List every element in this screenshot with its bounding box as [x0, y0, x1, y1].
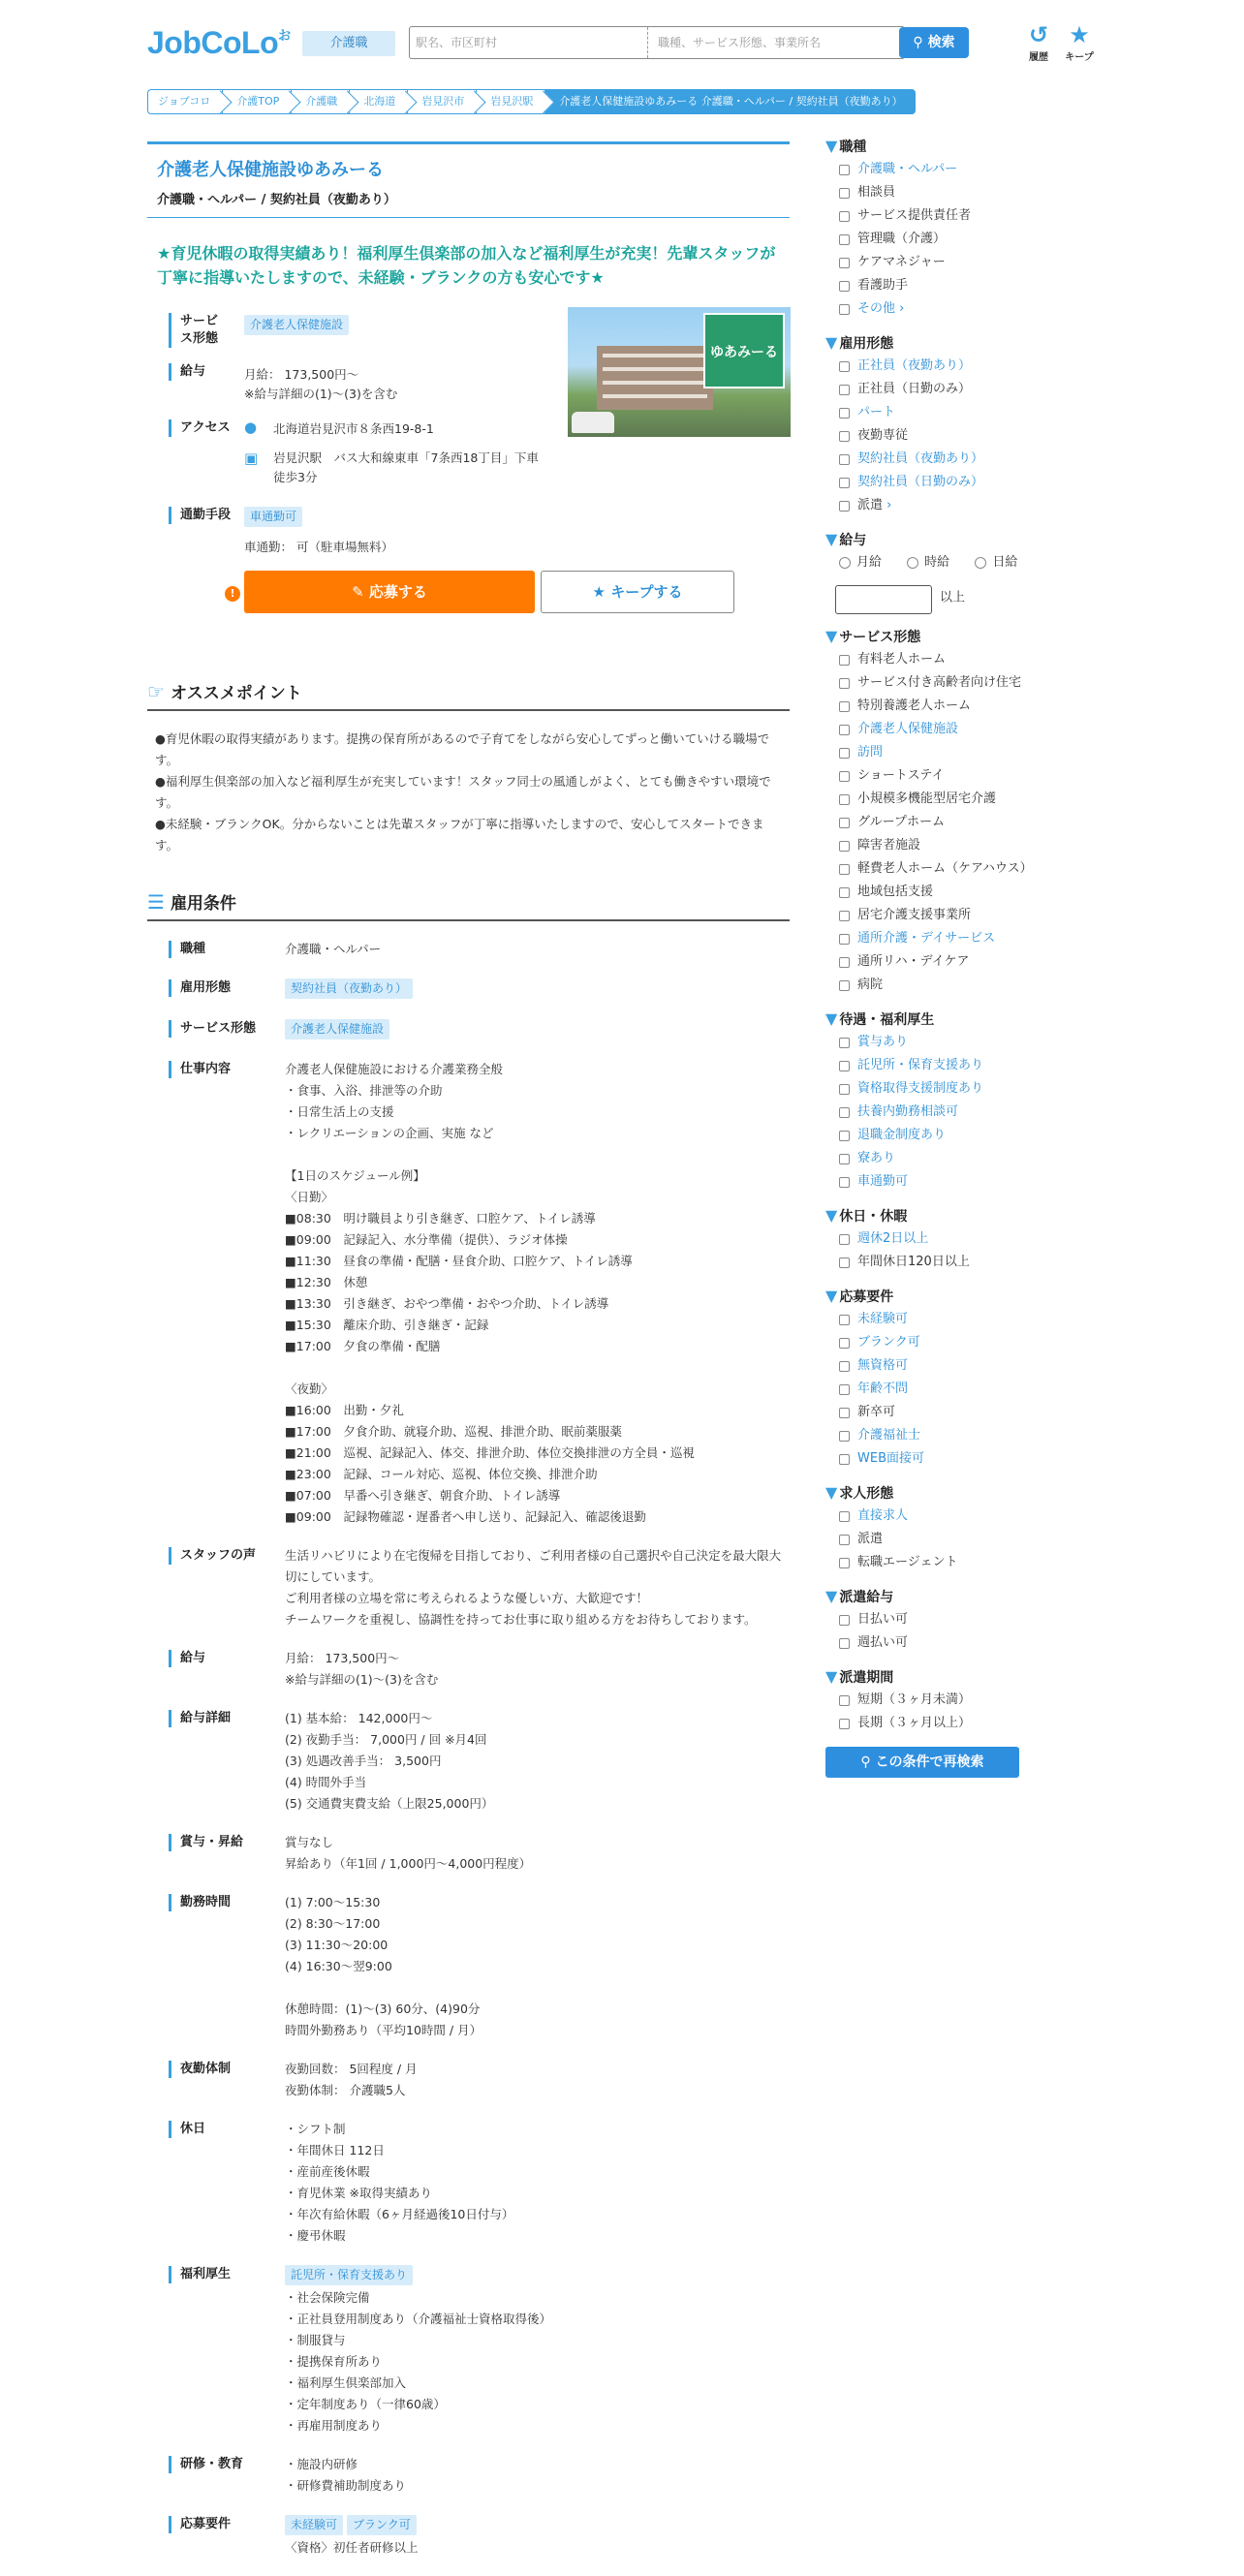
condition-row	[147, 939, 790, 960]
filter-icon: ▼	[825, 530, 838, 548]
filter-option[interactable]: 託児所・保育支援あり	[825, 1054, 1087, 1077]
history-button[interactable]: ↺ 履歴	[1019, 21, 1058, 63]
list-icon: ☰	[147, 889, 165, 914]
checkbox[interactable]	[839, 454, 850, 465]
filter-sidebar	[825, 136, 1087, 1778]
checkbox[interactable]	[839, 911, 850, 921]
checkbox[interactable]	[839, 1695, 850, 1706]
filter-option[interactable]: 扶養内勤務相談可	[825, 1101, 1087, 1124]
filter-icon: ▼	[825, 1483, 838, 1502]
checkbox[interactable]	[839, 818, 850, 828]
filter-option[interactable]: 居宅介護支援事業所	[825, 904, 1087, 927]
filter-option-more[interactable]: その他 ›	[825, 297, 1087, 321]
condition-value: ・社会保険完備 ・正社員登用制度あり（介護福祉士資格取得後） ・制服貸与 ・提携保育所あり ・福利厚生倶楽部加入 ・定年制度あり（一律60歳） ・再雇用制度あり	[285, 2290, 552, 2433]
checkbox[interactable]	[839, 678, 850, 689]
condition-label: サービス形態	[169, 1020, 285, 1038]
search-icon: ⚲	[860, 1754, 871, 1770]
checkbox[interactable]	[839, 1431, 850, 1442]
catch-copy: ★育児休暇の取得実績あり！福利厚生倶楽部の加入など福利厚生が充実！先輩スタッフが丁寧に指導いたしますので、未経験・ブランクの方も安心です★	[157, 244, 776, 287]
condition-row	[147, 2514, 790, 2559]
job-summary	[147, 307, 790, 675]
filter-option[interactable]: ショートステイ	[825, 764, 1087, 788]
summary-salary-label: 給与	[169, 363, 205, 381]
condition-row	[147, 1708, 790, 1815]
checkbox[interactable]	[839, 725, 850, 735]
condition-label: 雇用形態	[169, 979, 285, 997]
condition-value: ・施設内研修 ・研修費補助制度あり	[285, 2457, 407, 2493]
filter-icon: ▼	[825, 1587, 838, 1605]
condition-row	[147, 1545, 790, 1630]
facility-sign: ゆあみーる	[703, 313, 785, 388]
conditions-table	[147, 939, 790, 2559]
filter-option[interactable]: 派遣	[825, 1528, 1087, 1551]
breadcrumb	[147, 89, 916, 114]
checkbox[interactable]	[839, 1454, 850, 1465]
checkbox[interactable]	[839, 1084, 850, 1095]
summary-service-label: サービス形態	[169, 313, 229, 348]
search-box	[409, 26, 905, 59]
checkbox[interactable]	[839, 1384, 850, 1395]
requirement-tag: ブランク可	[347, 2515, 417, 2535]
checkbox[interactable]	[839, 771, 850, 782]
checkbox[interactable]	[839, 1315, 850, 1325]
condition-value: 介護職・ヘルパー	[285, 942, 382, 956]
filter-icon: ▼	[825, 1667, 838, 1686]
recommend-point: ●福利厚生倶楽部の加入など福利厚生が充実しています！スタッフ同士の風通しがよく、とても働きやすい環境です。	[155, 774, 771, 810]
filter-welfare	[825, 1009, 1087, 1194]
filter-option[interactable]: 賞与あり	[825, 1031, 1087, 1054]
condition-label: 福利厚生	[169, 2266, 285, 2283]
service-tag: 介護老人保健施設	[285, 1019, 389, 1040]
site-logo[interactable]: JobCoLo$^お$	[147, 25, 291, 60]
filter-icon: ▼	[825, 1206, 838, 1225]
filter-option[interactable]: 無資格可	[825, 1354, 1087, 1378]
checkbox[interactable]	[839, 887, 850, 898]
condition-label: スタッフの声	[169, 1547, 285, 1565]
checkbox[interactable]	[839, 478, 850, 488]
filter-option[interactable]: 相談員	[825, 181, 1087, 204]
filter-option[interactable]: 訪問	[825, 741, 1087, 764]
search-button[interactable]: ⚲ 検索	[899, 27, 969, 58]
filter-dispatch-pay	[825, 1586, 1087, 1655]
condition-row	[147, 978, 790, 1001]
requirement-tag: 未経験可	[285, 2515, 343, 2535]
filter-koyo	[825, 332, 1087, 517]
filter-option[interactable]: 軽費老人ホーム（ケアハウス）	[825, 857, 1087, 881]
filter-option[interactable]: 年齢不問	[825, 1378, 1087, 1401]
category-badge[interactable]: 介護職	[302, 31, 395, 56]
filter-option[interactable]: 特別養護老人ホーム	[825, 695, 1087, 718]
filter-option[interactable]: 日払い可	[825, 1608, 1087, 1631]
filter-title: 派遣給与	[839, 1590, 894, 1605]
filter-title: 待遇・福利厚生	[839, 1012, 935, 1028]
recommend-point: ●育児休暇の取得実績があります。提携の保育所があるので子育てをしながら安心してずっと働いていける職場です。	[155, 731, 770, 767]
condition-label: 応募要件	[169, 2516, 285, 2533]
condition-value: (1) 7:00～15:30 (2) 8:30～17:00 (3) 11:30～20:00 (4) 16:30～翌9:00 休憩時間：(1)～(3) 60分、(4)90分 時間外勤務あり（平均10時間 / 月）	[285, 1895, 482, 2037]
condition-label: 研修・教育	[169, 2456, 285, 2473]
condition-label: 勤務時間	[169, 1894, 285, 1911]
salary-radio-daily[interactable]: 日給	[975, 551, 1017, 574]
filter-icon: ▼	[825, 627, 838, 645]
filter-option[interactable]: グループホーム	[825, 811, 1087, 834]
facility-title: 介護老人保健施設ゆあみーる	[157, 160, 384, 180]
checkbox[interactable]	[839, 980, 850, 991]
filter-option-more[interactable]: 派遣 ›	[825, 494, 1087, 517]
filter-option[interactable]: 週払い可	[825, 1631, 1087, 1655]
checkbox[interactable]	[839, 431, 850, 442]
filter-option[interactable]: 有料老人ホーム	[825, 648, 1087, 671]
filter-option[interactable]: 通所リハ・デイケア	[825, 950, 1087, 974]
checkbox[interactable]	[839, 234, 850, 245]
star-icon: ★	[1069, 21, 1090, 48]
breadcrumb-current: 介護老人保健施設ゆあみーる 介護職・ヘルパー / 契約社員（夜勤あり）	[544, 89, 915, 114]
job-detail	[147, 141, 790, 2576]
welfare-tag: 託児所・保育支援あり	[285, 2265, 413, 2285]
filter-option[interactable]: 車通勤可	[825, 1170, 1087, 1194]
recommend-heading: ☞ オススメポイント	[147, 679, 790, 711]
condition-value: 月給： 173,500円～ ※給与詳細の(1)～(3)を含む	[285, 1651, 439, 1687]
filter-shokushu	[825, 136, 1087, 321]
filter-option[interactable]: 正社員（日勤のみ）	[825, 378, 1087, 401]
filter-title: 給与	[839, 533, 867, 548]
search-icon: ⚲	[913, 35, 923, 50]
filter-option[interactable]: 通所介護・デイサービス	[825, 927, 1087, 950]
checkbox[interactable]	[839, 165, 850, 175]
checkbox[interactable]	[839, 1338, 850, 1349]
filter-option[interactable]: 病院	[825, 974, 1087, 997]
filter-option[interactable]: 夜勤専従	[825, 424, 1087, 448]
checkbox[interactable]	[839, 281, 850, 292]
filter-option[interactable]: 契約社員（夜勤あり）	[825, 448, 1087, 471]
filter-option[interactable]: パート	[825, 401, 1087, 424]
filter-option[interactable]: 看護助手	[825, 274, 1087, 297]
filter-option[interactable]: 未経験可	[825, 1308, 1087, 1331]
breadcrumb-item[interactable]: 岩見沢駅	[476, 89, 544, 114]
condition-row	[147, 1892, 790, 2041]
condition-value: 夜勤回数： 5回程度 / 月 夜勤体制： 介護職5人	[285, 2062, 418, 2097]
checkbox[interactable]	[839, 188, 850, 199]
checkbox[interactable]	[839, 1154, 850, 1164]
title-divider	[147, 141, 790, 144]
filter-icon: ▼	[825, 1009, 838, 1028]
car-shape	[572, 412, 614, 433]
keyword-search-input[interactable]: 職種、サービス形態、事業所名	[658, 36, 822, 49]
filter-option[interactable]: 短期（３ヶ月未満）	[825, 1689, 1087, 1712]
condition-label: 休日	[169, 2121, 285, 2138]
keep-button[interactable]: ★ キープする	[541, 571, 734, 613]
checkbox[interactable]	[839, 1131, 850, 1141]
condition-value: 賞与なし 昇給あり（年1回 / 1,000円～4,000円程度）	[285, 1835, 532, 1871]
checkbox[interactable]	[839, 211, 850, 222]
summary-commute: 車通勤： 可（駐車場無料）	[244, 540, 393, 554]
checkbox[interactable]	[839, 1257, 850, 1268]
condition-row	[147, 2264, 790, 2436]
filter-option[interactable]: 直接求人	[825, 1505, 1087, 1528]
checkbox[interactable]	[839, 258, 850, 268]
condition-row	[147, 1059, 790, 1528]
condition-row	[147, 2059, 790, 2101]
filter-option[interactable]: 介護福祉士	[825, 1424, 1087, 1447]
salary-radio-hourly[interactable]: 時給	[907, 551, 949, 574]
checkbox[interactable]	[839, 1361, 850, 1372]
filter-option[interactable]: 地域包括支援	[825, 881, 1087, 904]
filter-option[interactable]: 資格取得支援制度あり	[825, 1077, 1087, 1101]
job-subtitle: 介護職・ヘルパー / 契約社員（夜勤あり）	[147, 189, 790, 218]
checkbox[interactable]	[839, 408, 850, 419]
site-header	[147, 21, 1097, 66]
filter-title: 求人形態	[839, 1486, 894, 1502]
checkbox[interactable]	[839, 361, 850, 372]
condition-row	[147, 1832, 790, 1875]
condition-value: (1) 基本給： 142,000円～ (2) 夜勤手当： 7,000円 / 回 ※月4回 (3) 処遇改善手当： 3,500円 (4) 時間外手当 (5) 交通費実費支給（上限25,000円）	[285, 1711, 494, 1811]
checkbox[interactable]	[839, 957, 850, 968]
checkbox[interactable]	[839, 1177, 850, 1188]
filter-option[interactable]: ブランク可	[825, 1331, 1087, 1354]
filter-option[interactable]: WEB面接可	[825, 1447, 1087, 1471]
recommend-points	[147, 729, 790, 856]
summary-commute-label: 通勤手段	[169, 507, 231, 524]
checkbox[interactable]	[839, 1719, 850, 1729]
summary-access-label: アクセス	[169, 419, 231, 437]
pointing-hand-icon: ☞	[147, 679, 165, 703]
checkbox[interactable]	[839, 655, 850, 666]
filter-option[interactable]: 週休2日以上	[825, 1227, 1087, 1251]
facility-photo	[568, 307, 791, 437]
filter-option[interactable]: 介護老人保健施設	[825, 718, 1087, 741]
filter-option[interactable]: 管理職（介護）	[825, 228, 1087, 251]
filter-option[interactable]: ケアマネジャー	[825, 251, 1087, 274]
filter-option[interactable]: 契約社員（日勤のみ）	[825, 471, 1087, 494]
breadcrumb-item[interactable]: ジョブコロ	[147, 89, 222, 114]
condition-value: 生活リハビリにより在宅復帰を目指しており、ご利用者様の自己選択や自己決定を最大限大切にしています。 ご利用者様の立場を常に考えられるような優しい方、大歓迎です！ チームワークを重視し、協調性を持ってお仕事に取り組める方をお待ちしております。	[285, 1548, 782, 1627]
summary-salary: 月給： 173,500円～ ※給与詳細の(1)～(3)を含む	[244, 367, 398, 401]
conditions-heading: ☰ 雇用条件	[147, 889, 790, 921]
chevron-right-icon: ›	[886, 498, 892, 512]
checkbox[interactable]	[839, 794, 850, 805]
filter-dispatch-term	[825, 1666, 1087, 1735]
filter-option[interactable]: 新卒可	[825, 1401, 1087, 1424]
commute-tag: 車通勤可	[244, 507, 302, 527]
breadcrumb-item[interactable]: 介護職	[291, 89, 349, 114]
condition-row	[147, 1018, 790, 1041]
filter-option[interactable]: 正社員（夜勤あり）	[825, 355, 1087, 378]
salary-radio-monthly[interactable]: 月給	[839, 551, 882, 574]
checkbox[interactable]	[839, 864, 850, 875]
filter-option[interactable]: 転職エージェント	[825, 1551, 1087, 1574]
checkbox[interactable]	[839, 934, 850, 945]
filter-option[interactable]: 小規模多機能型居宅介護	[825, 788, 1087, 811]
breadcrumb-item[interactable]: 岩見沢市	[407, 89, 476, 114]
research-button[interactable]: ⚲ この条件で再検索	[825, 1747, 1019, 1778]
condition-value: 〈資格〉初任者研修以上	[285, 2540, 419, 2555]
area-search-input[interactable]: 駅名、市区町村	[416, 27, 648, 58]
edit-icon: ✎	[352, 583, 364, 601]
filter-icon: ▼	[825, 1287, 838, 1305]
condition-label: 仕事内容	[169, 1061, 285, 1078]
service-tag: 介護老人保健施設	[244, 315, 349, 335]
filter-icon: ▼	[825, 333, 838, 352]
breadcrumb-item[interactable]: 北海道	[349, 89, 407, 114]
checkbox[interactable]	[839, 1511, 850, 1522]
recommend-point: ●未経験・ブランクOK。分からないことは先輩スタッフが丁寧に指導いたしますので、安心してスタートできます。	[155, 817, 764, 853]
location-pin-icon: ●	[244, 419, 258, 436]
condition-value: 介護老人保健施設における介護業務全般 ・食事、入浴、排泄等の介助 ・日常生活上の支援 ・レクリエーションの企画、実施 など 【1日のスケジュール例】 〈日勤〉 ■08:30 明け職員より引き継ぎ、口腔ケア、トイレ誘導 ■09:00 記録記入、水分準備（提供）、ラジオ体操 ■11:30 昼食の準備・配膳・昼食介助、口腔ケア、トイレ誘導 ■12:30 休憩 ■13:30 引き継ぎ、おやつ準備・おやつ介助、トイレ誘導 ■15:30 離床介助、引き継ぎ・記録 ■17:00 夕食の準備・配膳 〈夜勤〉 ■16:00 出勤・夕礼 ■17:00 夕食介助、就寝介助、巡視、排泄介助、眠前薬服薬 ■21:00 巡視、記録記入、体交、排泄介助、体位交換排泄の方全員・巡視 ■23:00 記録、コール対応、巡視、体位交換、排泄介助 ■07:00 早番へ引き継ぎ、朝食介助、トイレ誘導 ■09:00 記録物確認・遅番者へ申し送り、記録記入、確認後退勤	[285, 1062, 695, 1524]
filter-service	[825, 626, 1087, 997]
filter-title: 職種	[839, 140, 867, 155]
condition-label: 賞与・昇給	[169, 1834, 285, 1851]
condition-row	[147, 2119, 790, 2247]
condition-label: 給与	[169, 1650, 285, 1667]
checkbox[interactable]	[839, 701, 850, 712]
checkbox[interactable]	[839, 1038, 850, 1048]
filter-title: 雇用形態	[839, 336, 894, 352]
filter-option[interactable]: 長期（３ヶ月以上）	[825, 1712, 1087, 1735]
checkbox[interactable]	[839, 385, 850, 395]
filter-job-type	[825, 1482, 1087, 1574]
checkbox[interactable]	[839, 1408, 850, 1418]
filter-option[interactable]: 退職金制度あり	[825, 1124, 1087, 1147]
chevron-right-icon: ›	[899, 301, 905, 316]
checkbox[interactable]	[839, 748, 850, 759]
checkbox[interactable]	[839, 1638, 850, 1649]
checkbox[interactable]	[839, 1061, 850, 1071]
train-icon: ▣	[244, 450, 259, 467]
checkbox[interactable]	[839, 304, 850, 315]
filter-option[interactable]: サービス提供責任者	[825, 204, 1087, 228]
checkbox[interactable]	[839, 841, 850, 852]
condition-row	[147, 2454, 790, 2497]
filter-icon: ▼	[825, 137, 838, 155]
filter-holiday	[825, 1205, 1087, 1274]
condition-label: 夜勤体制	[169, 2061, 285, 2078]
checkbox[interactable]	[839, 1535, 850, 1545]
checkbox[interactable]	[839, 1558, 850, 1568]
salary-min-input[interactable]	[835, 585, 932, 614]
keep-list-button[interactable]: ★ キープ	[1060, 21, 1099, 63]
condition-label: 給与詳細	[169, 1710, 285, 1727]
filter-salary	[825, 529, 1087, 614]
filter-option[interactable]: 障害者施設	[825, 834, 1087, 857]
filter-title: 休日・休暇	[839, 1209, 908, 1225]
filter-title: 応募要件	[839, 1289, 894, 1305]
building-shape	[597, 346, 713, 410]
summary-station: 岩見沢駅 バス大和線東車「7条西18丁目」下車 徒歩3分	[273, 450, 539, 484]
salary-suffix: 以上	[940, 590, 966, 605]
filter-title: 派遣期間	[839, 1670, 894, 1686]
checkbox[interactable]	[839, 1107, 850, 1118]
filter-option[interactable]: サービス付き高齢者向け住宅	[825, 671, 1087, 695]
history-icon: ↺	[1028, 21, 1049, 48]
summary-address: 北海道岩見沢市８条西19-8-1	[273, 421, 434, 436]
condition-label: 職種	[169, 941, 285, 958]
checkbox[interactable]	[839, 1234, 850, 1245]
employment-tag: 契約社員（夜勤あり）	[285, 978, 413, 999]
checkbox[interactable]	[839, 501, 850, 512]
filter-option[interactable]: 寮あり	[825, 1147, 1087, 1170]
condition-value: ・シフト制 ・年間休日 112日 ・産前産後休暇 ・育児休業 ※取得実績あり ・年次有給休暇（6ヶ月経過後10日付与） ・慶弔休暇	[285, 2122, 514, 2243]
star-icon: ★	[592, 583, 606, 601]
breadcrumb-item[interactable]: 介護TOP	[222, 89, 291, 114]
info-icon[interactable]: !	[225, 586, 240, 602]
filter-option[interactable]: 介護職・ヘルパー	[825, 158, 1087, 181]
filter-title: サービス形態	[839, 630, 921, 645]
filter-option[interactable]: 年間休日120日以上	[825, 1251, 1087, 1274]
condition-row	[147, 1648, 790, 1691]
filter-requirements	[825, 1286, 1087, 1471]
checkbox[interactable]	[839, 1615, 850, 1626]
apply-button[interactable]: ✎ 応募する	[244, 571, 535, 613]
